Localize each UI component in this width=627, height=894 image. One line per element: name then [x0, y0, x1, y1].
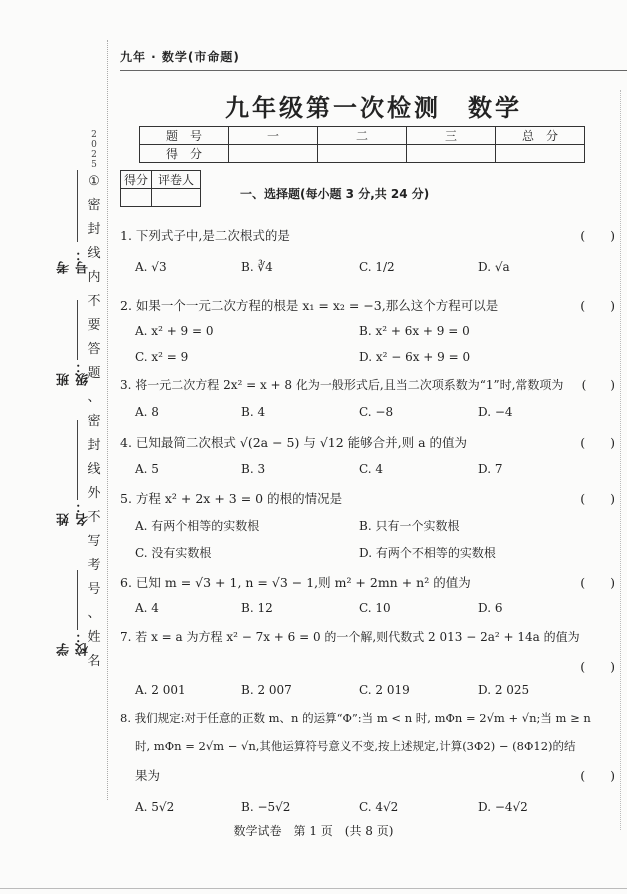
answer-blank[interactable]: ( ) [581, 378, 615, 392]
question-1: 1. 下列式子中,是二次根式的是 ( ) [120, 228, 615, 243]
bottom-edge [0, 888, 627, 889]
score-cell[interactable] [407, 145, 496, 163]
page-footer: 数学试卷 第 1 页 (共 8 页) [233, 824, 394, 838]
question-8: 8. 我们规定:对于任意的正数 m、n 的运算“Φ”:当 m < n 时, mΦn = 2√m + √n;当 m ≥ n [120, 711, 591, 725]
grader-table: 得分 评卷人 [120, 170, 201, 207]
question-5: 5. 方程 x² + 2x + 3 = 0 的根的情况是 ( ) [120, 491, 615, 506]
section-heading: 一、选择题(每小题 3 分,共 24 分) [240, 187, 430, 201]
question-8-line3: 果为 ( ) [135, 768, 615, 783]
seal-year: 2 0 2 5 [91, 130, 97, 170]
grader-name-cell[interactable] [152, 189, 201, 207]
score-cell[interactable] [318, 145, 407, 163]
options-7: A. 2 001 B. 2 007 C. 2 019 D. 2 025 [135, 683, 530, 697]
answer-blank[interactable]: ( ) [580, 298, 615, 313]
options-2: A. x² + 9 = 0 B. x² + 6x + 9 = 0 [135, 324, 470, 338]
question-6: 6. 已知 m = √3 + 1, n = √3 − 1,则 m² + 2mn + n² 的值为 ( ) [120, 575, 615, 590]
score-table [139, 126, 585, 163]
running-header: 九年 · 数学(市命题) [120, 50, 240, 64]
name-line[interactable] [77, 420, 78, 500]
score-cell[interactable] [496, 145, 585, 163]
answer-blank[interactable]: ( ) [580, 435, 615, 450]
question-4: 4. 已知最简二次根式 √(2a − 5) 与 √12 能够合并,则 a 的值为 ( ) [120, 435, 615, 450]
question-3: 3. 将一元二次方程 2x² = x + 8 化为一般形式后,且当二次项系数为“1”时,常数项为 ( ) [120, 378, 615, 392]
question-2: 2. 如果一个一元二次方程的根是 x₁ = x₂ = −3,那么这个方程可以是 ( ) [120, 298, 615, 313]
class-line[interactable] [77, 300, 78, 360]
question-8-line2: 时, mΦn = 2√m − √n,其他运算符号意义不变,按上述规定,计算(3Φ2) − (8Φ12)的结 [135, 739, 576, 753]
options-2b: C. x² = 9 D. x² − 6x + 9 = 0 [135, 350, 471, 364]
school-line[interactable] [77, 570, 78, 630]
score-cell[interactable] [229, 145, 318, 163]
exam-number-line[interactable] [77, 170, 78, 242]
options-6: A. 4 B. 12 C. 10 D. 6 [135, 601, 503, 615]
right-dotted-line [620, 90, 621, 830]
score-table-row: 题 号 一 二 三 总 分 [140, 127, 585, 145]
grader-score-cell[interactable] [121, 189, 152, 207]
score-table-row: 得 分 [140, 145, 585, 163]
options-1: A. √3 B. ∛4 C. 1/2 D. √a [135, 260, 510, 274]
options-4: A. 5 B. 3 C. 4 D. 7 [135, 462, 503, 476]
header-rule [120, 70, 627, 71]
options-5: A. 有两个相等的实数根 B. 只有一个实数根 [135, 519, 460, 533]
binding-dotted-line [107, 40, 108, 800]
options-8: A. 5√2 B. −5√2 C. 4√2 D. −4√2 [135, 800, 528, 814]
answer-blank[interactable]: ( ) [580, 228, 615, 243]
options-3: A. 8 B. 4 C. −8 D. −4 [135, 405, 513, 419]
answer-blank[interactable]: ( ) [580, 491, 615, 506]
options-5b: C. 没有实数根 D. 有两个不相等的实数根 [135, 546, 496, 560]
answer-blank[interactable]: ( ) [580, 768, 615, 783]
question-7: 7. 若 x = a 为方程 x² − 7x + 6 = 0 的一个解,则代数式 2 013 − 2a² + 14a 的值为 [120, 630, 580, 644]
seal-notice: 2 0 2 5 ① 密 封 线 内 不 要 答 题 、 密 封 线 外 不 写 考 号 、 姓 名 [87, 130, 101, 669]
answer-blank[interactable]: ( ) [580, 575, 615, 590]
page-title: 九年级第一次检测 数学 [225, 93, 522, 122]
answer-blank[interactable]: ( ) [580, 659, 615, 674]
